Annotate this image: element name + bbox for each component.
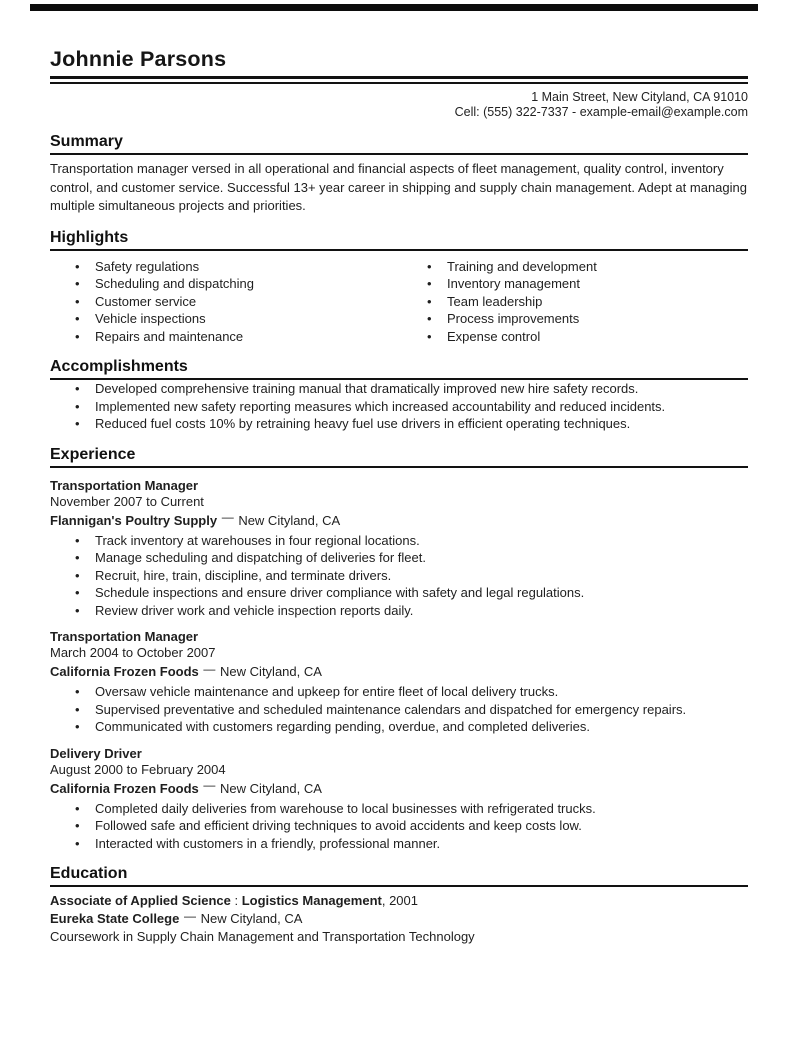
bullet-icon: [75, 310, 80, 328]
accomplishments-list: [50, 380, 748, 433]
list-item: [50, 310, 402, 328]
list-item: [50, 718, 748, 736]
bullet-icon: [75, 567, 80, 585]
job-entry: [50, 629, 748, 736]
list-item: [50, 293, 402, 311]
bullet-icon: [75, 293, 80, 311]
section-experience: [50, 446, 748, 853]
duty-text: Track inventory at warehouses in four regional locations.: [95, 532, 420, 548]
company-name: California Frozen Foods: [50, 780, 199, 796]
duty-text: Manage scheduling and dispatching of deliveries for fleet.: [95, 550, 426, 565]
list-item: [50, 567, 748, 585]
list-item: [50, 602, 748, 620]
duty-text: Review driver work and vehicle inspection reports daily.: [95, 602, 414, 618]
list-item: [50, 532, 748, 550]
bullet-icon: [75, 258, 80, 276]
contact-block: [50, 90, 748, 120]
job-title: Transportation Manager: [50, 477, 199, 493]
bullet-icon: [75, 549, 80, 567]
highlight-label: Safety regulations: [95, 258, 200, 274]
highlights-left-list: [50, 258, 402, 346]
list-item: [50, 380, 748, 398]
duty-text: Interacted with customers in a friendly, professional manner.: [95, 835, 441, 851]
accomplishments-heading: Accomplishments: [50, 358, 748, 380]
degree-year: , 2001: [381, 893, 418, 908]
dash-separator-icon: —: [221, 510, 234, 524]
name-divider-rule: [50, 76, 748, 84]
highlight-label: Process improvements: [447, 311, 580, 326]
list-item: [402, 310, 748, 328]
bullet-icon: [75, 584, 80, 602]
list-item: [50, 398, 748, 416]
degree-name: Associate of Applied Science: [50, 893, 231, 908]
bullet-icon: [75, 398, 80, 416]
job-title: Transportation Manager: [50, 629, 199, 644]
accomplishment-text: Reduced fuel costs 10% by retraining heavy fuel use drivers in efficient operating techniques.: [95, 416, 631, 431]
job-company-line: [50, 512, 748, 530]
top-decoration-bar: [30, 4, 758, 11]
company-name: California Frozen Foods: [50, 664, 199, 679]
job-duties-list: [50, 532, 748, 620]
highlight-label: Repairs and maintenance: [95, 328, 244, 344]
job-location: New Cityland, CA: [220, 664, 322, 679]
highlight-label: Team leadership: [447, 293, 543, 309]
duty-text: Supervised preventative and scheduled maintenance calendars and dispatched for emergency repairs.: [95, 701, 687, 717]
experience-heading: Experience: [50, 446, 748, 468]
list-item: [402, 275, 748, 293]
school-name: Eureka State College: [50, 911, 180, 926]
section-accomplishments: [50, 358, 748, 433]
contact-phone-email: Cell: (555) 322-7337 - example-email@example.com: [454, 105, 748, 119]
duty-text: Recruit, hire, train, discipline, and terminate drivers.: [95, 567, 392, 583]
bullet-icon: [427, 293, 432, 311]
job-duties-list: [50, 683, 748, 736]
duty-text: Completed daily deliveries from warehouse to local businesses with refrigerated trucks.: [95, 800, 596, 816]
list-item: [50, 584, 748, 602]
bullet-icon: [427, 328, 432, 346]
list-item: [50, 835, 748, 853]
education-school-line: [50, 910, 748, 928]
education-degree-line: [50, 892, 748, 910]
list-item: [50, 328, 402, 346]
job-title: Delivery Driver: [50, 745, 142, 761]
bullet-icon: [75, 602, 80, 620]
highlights-heading: Highlights: [50, 229, 748, 251]
job-entry: [50, 478, 748, 620]
resume-page: [0, 47, 800, 946]
dash-separator-icon: —: [183, 908, 196, 923]
bullet-icon: [75, 275, 80, 293]
contact-address: 1 Main Street, New Cityland, CA 91010: [531, 90, 748, 104]
list-item: [50, 415, 748, 433]
bullet-icon: [427, 258, 432, 276]
job-company-line: [50, 663, 748, 681]
dash-separator-icon: —: [203, 661, 216, 676]
bullet-icon: [75, 718, 80, 736]
summary-text: Transportation manager versed in all operational and financial aspects of fleet management, quality control, inventory control, and customer service. Successful 13+ year career in shipping and supply chain management. Adept at managing multiple simultaneous projects and priorities.: [50, 161, 747, 213]
highlight-label: Inventory management: [447, 276, 580, 291]
bullet-icon: [75, 800, 80, 818]
accomplishment-text: Developed comprehensive training manual that dramatically improved new hire safety records.: [95, 381, 639, 396]
bullet-icon: [75, 380, 80, 398]
job-dates: August 2000 to February 2004: [50, 761, 226, 777]
duty-text: Schedule inspections and ensure driver compliance with safety and legal regulations.: [95, 585, 585, 600]
company-name: Flannigan's Poultry Supply: [50, 512, 218, 528]
job-location: New Cityland, CA: [238, 512, 341, 528]
job-dates: November 2007 to Current: [50, 493, 204, 509]
job-dates: March 2004 to October 2007: [50, 645, 216, 660]
highlight-label: Customer service: [95, 293, 197, 309]
bullet-icon: [75, 532, 80, 550]
bullet-icon: [427, 275, 432, 293]
bullet-icon: [427, 310, 432, 328]
accomplishment-text: Implemented new safety reporting measures which increased accountability and reduced incidents.: [95, 398, 666, 414]
dash-separator-icon: —: [203, 778, 216, 792]
highlight-label: Vehicle inspections: [95, 311, 206, 326]
person-name: Johnnie Parsons: [50, 47, 227, 71]
list-item: [50, 701, 748, 719]
highlights-columns: [50, 258, 748, 346]
bullet-icon: [75, 415, 80, 433]
list-item: [402, 293, 748, 311]
degree-major: Logistics Management: [241, 893, 382, 908]
section-highlights: [50, 229, 748, 346]
degree-separator: :: [230, 893, 242, 908]
school-location: New Cityland, CA: [200, 911, 303, 926]
highlight-label: Training and development: [447, 258, 597, 274]
list-item: [402, 258, 748, 276]
section-education: [50, 865, 748, 946]
education-heading: Education: [50, 865, 748, 887]
list-item: [50, 258, 402, 276]
job-company-line: [50, 780, 748, 798]
job-entry: [50, 746, 748, 853]
list-item: [50, 549, 748, 567]
bullet-icon: [75, 701, 80, 719]
highlight-label: Expense control: [447, 328, 541, 344]
highlight-label: Scheduling and dispatching: [95, 276, 255, 291]
bullet-icon: [75, 683, 80, 701]
bullet-icon: [75, 817, 80, 835]
education-coursework: Coursework in Supply Chain Management and Transportation Technology: [50, 929, 475, 944]
list-item: [50, 683, 748, 701]
duty-text: Followed safe and efficient driving techniques to avoid accidents and keep costs low.: [95, 818, 582, 833]
job-duties-list: [50, 800, 748, 853]
duty-text: Communicated with customers regarding pending, overdue, and completed deliveries.: [95, 719, 590, 734]
summary-heading: Summary: [50, 133, 748, 155]
job-location: New Cityland, CA: [220, 780, 322, 796]
list-item: [402, 328, 748, 346]
bullet-icon: [75, 328, 80, 346]
highlights-right-list: [402, 258, 748, 346]
list-item: [50, 817, 748, 835]
section-summary: [50, 133, 748, 216]
list-item: [50, 800, 748, 818]
list-item: [50, 275, 402, 293]
bullet-icon: [75, 835, 80, 853]
duty-text: Oversaw vehicle maintenance and upkeep for entire fleet of local delivery trucks.: [95, 684, 559, 699]
